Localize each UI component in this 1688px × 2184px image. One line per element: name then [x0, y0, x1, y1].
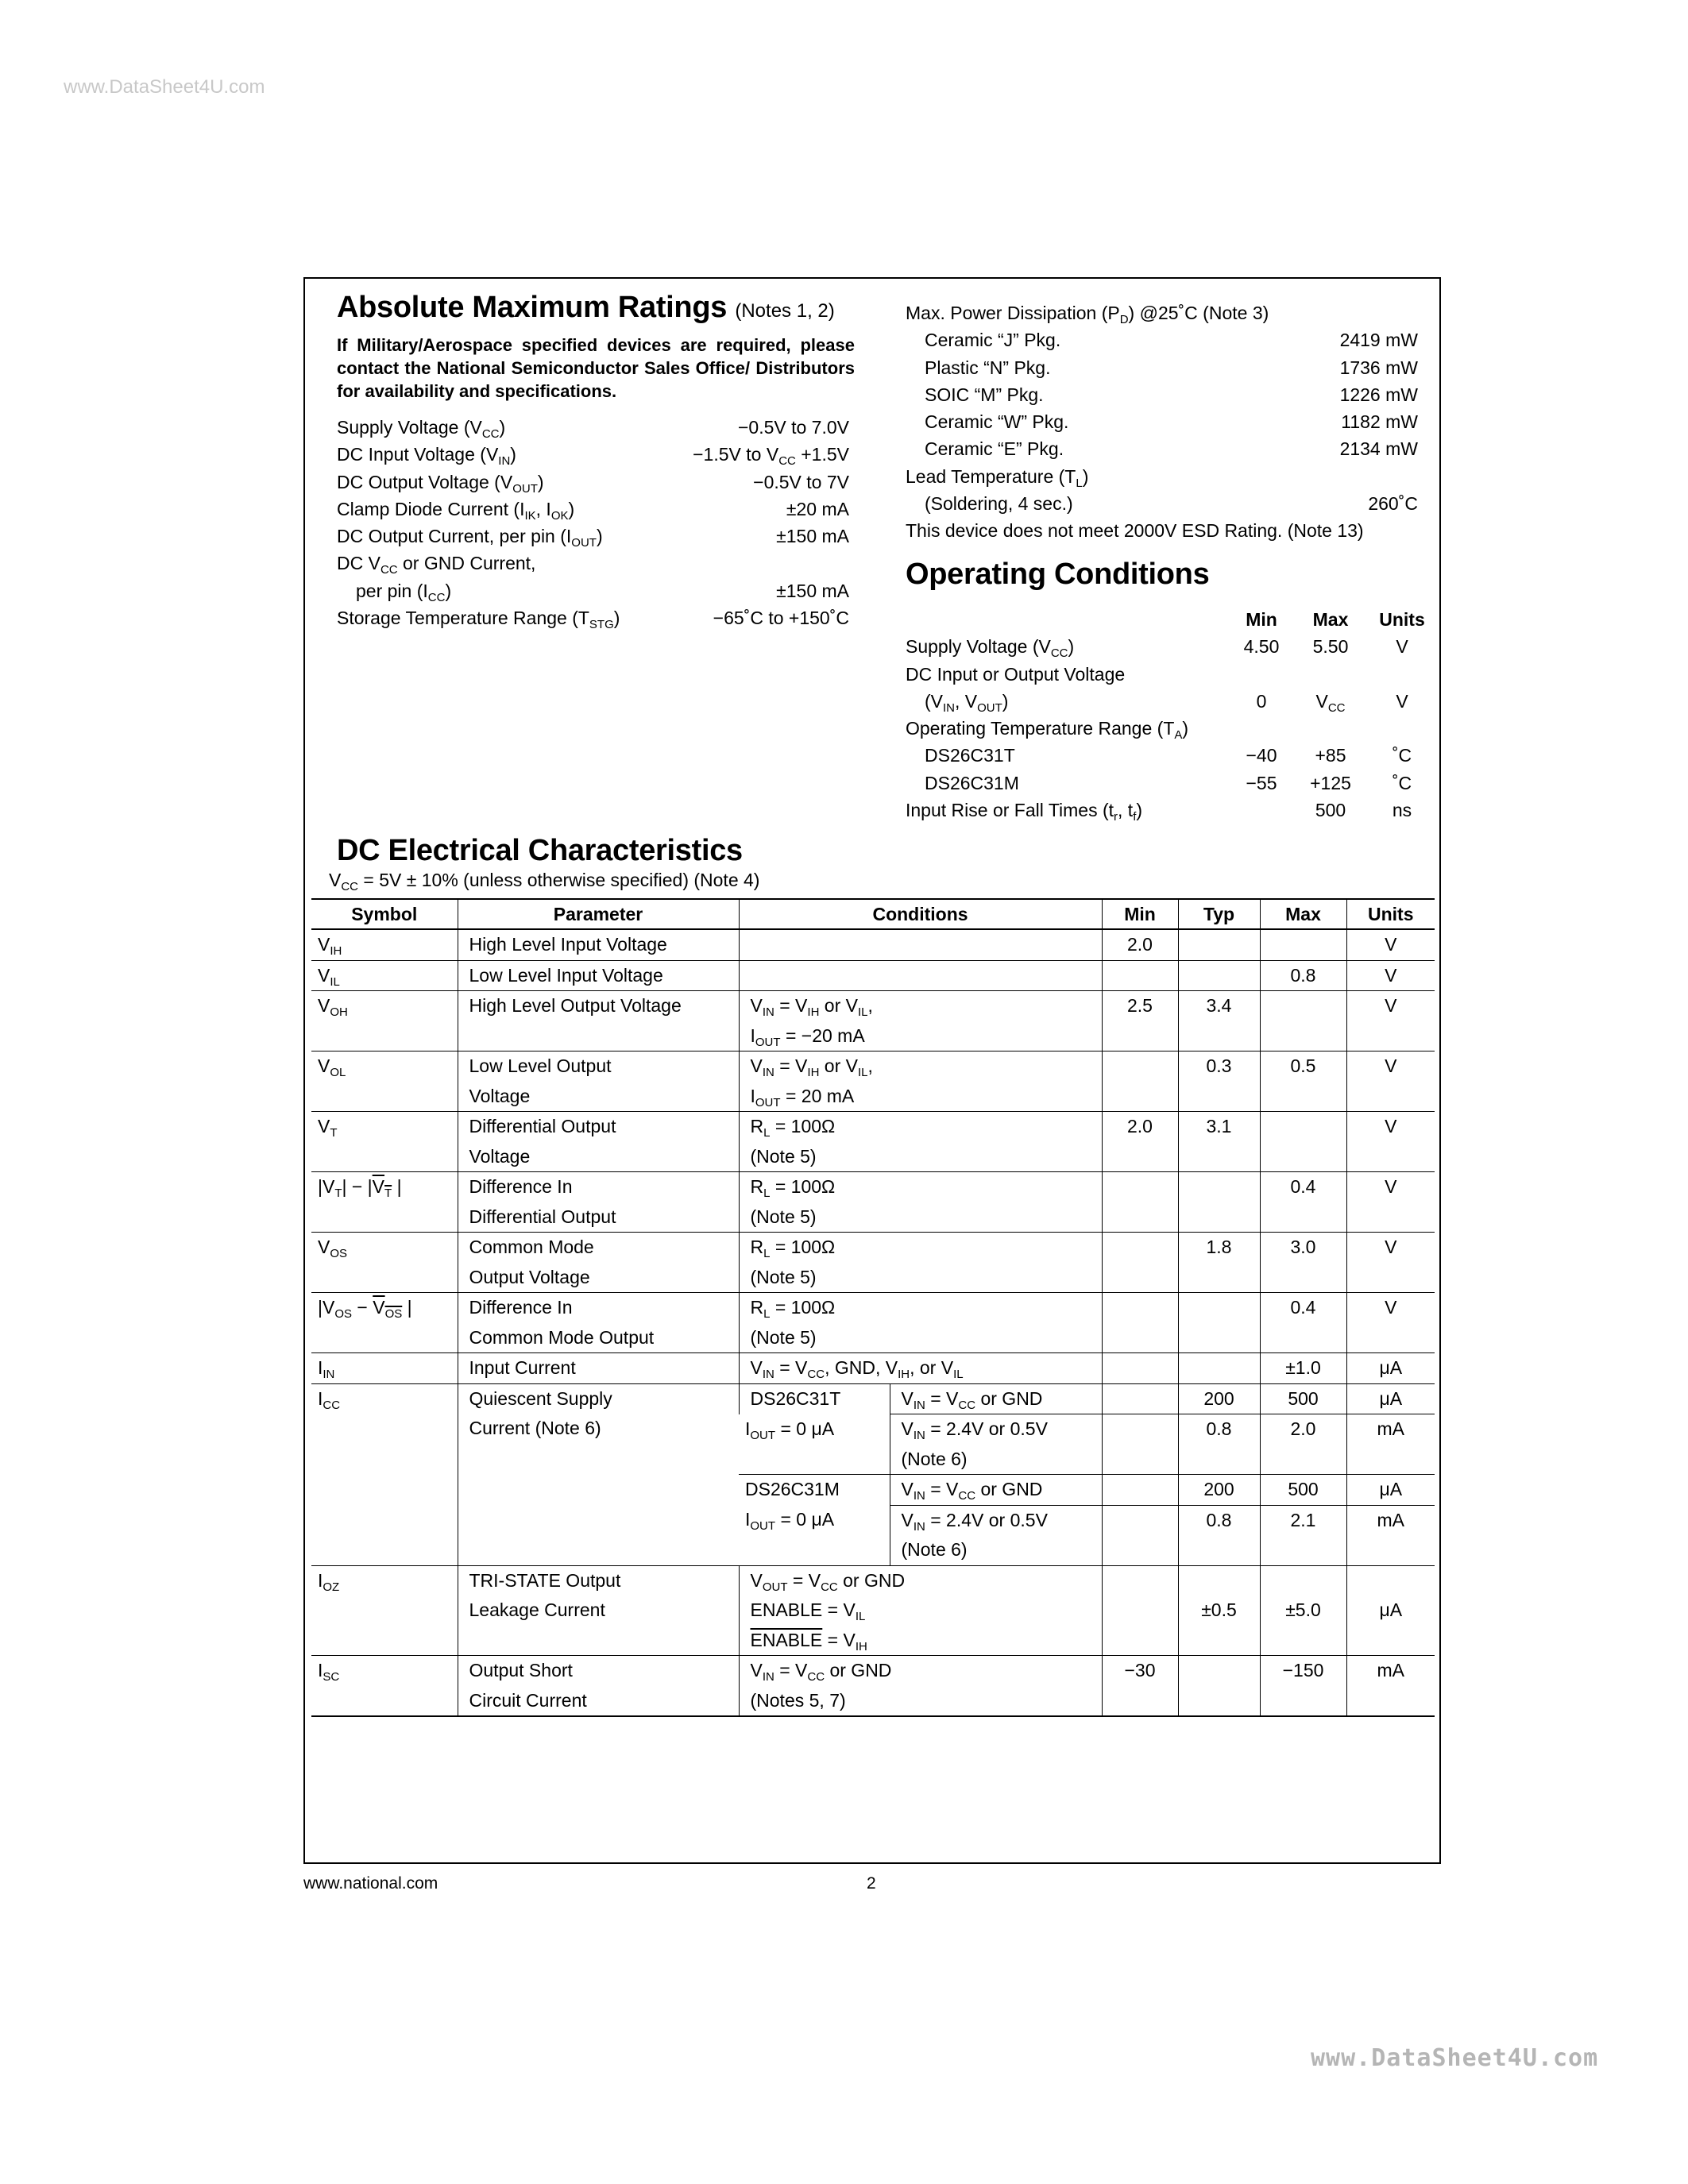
oc-min-header: Min	[1246, 609, 1277, 630]
oc-dc-io-line2: ($V_{IN}$, $V_{OUT}$) 0 $V_{CC}$ V	[925, 690, 1408, 715]
dc-title: DC Electrical Characteristics	[337, 834, 743, 867]
oc-header	[906, 606, 1430, 633]
amr-per-pin: per pin $(I_{CC})$ ±150 mA	[356, 580, 849, 604]
amr-dc-output-voltage: DC Output Voltage $(V_{OUT})$ −0.5V to 7V	[337, 471, 849, 496]
table-row: $V_{IH}$ High Level Input Voltage 2.0 V	[311, 929, 1435, 960]
power-list	[906, 299, 1418, 545]
pkg-row: Ceramic “J” Pkg. 2419 mW	[925, 330, 1418, 351]
table-row: $V_{OL}$ Low Level Output Voltage $V_{IN} = V_{IH}$ or $V_{IL}$, $I_{OUT} = 20$ mA 0.3 0.5 V	[311, 1051, 1435, 1112]
col-min: Min	[1102, 899, 1178, 929]
amr-dc-output-current: DC Output Current, per pin $(I_{OUT})$ ±150 mA	[337, 526, 849, 550]
watermark-top[interactable]: www.DataSheet4U.com	[64, 76, 265, 98]
oc-temp: Operating Temperature Range $(T_A)$	[906, 718, 1189, 743]
table-row: $V_{IL}$ Low Level Input Voltage 0.8 V	[311, 960, 1435, 991]
oc-rise-fall: Input Rise or Fall Times ($t_r$, $t_f$) 500 ns	[906, 800, 1412, 824]
oc-units-header: Units	[1379, 609, 1425, 630]
amr-dc-vcc-gnd: DC $V_{CC}$ or GND Current,	[337, 553, 536, 577]
table-row: $I_{SC}$ Output Short Circuit Current $V_{IN} = V_{CC}$ or GND (Notes 5, 7) −30 −150 mA	[311, 1656, 1435, 1717]
col-max: Max	[1260, 899, 1346, 929]
power-header: Max. Power Dissipation $(P_D)$ @25˚C (Note 3)	[906, 303, 1269, 326]
table-row: $V_{OH}$ High Level Output Voltage $V_{IN} = V_{IH}$ or $V_{IL}$, $I_{OUT} = -20$ mA 2.5 3.4 V	[311, 991, 1435, 1051]
soldering: (Soldering, 4 sec.) 260˚C	[925, 493, 1418, 515]
watermark-bottom[interactable]: www.DataSheet4U.com	[1311, 2044, 1599, 2072]
amr-dc-input-voltage: DC Input Voltage $(V_{IN})$ −1.5V to $V_{CC} +1.5V$	[337, 444, 849, 469]
amr-storage-temp: Storage Temperature Range $(T_{STG})$ −65˚C to +150˚C	[337, 608, 849, 632]
amr-title: Absolute Maximum Ratings (Notes 1, 2)	[337, 291, 835, 324]
table-row: $I_{OUT} = 0$ μA $V_{IN} = 2.4V$ or 0.5V (Note 6) 0.8 2.1 mA	[311, 1505, 1435, 1565]
col-symbol: Symbol	[311, 899, 458, 929]
col-conditions: Conditions	[739, 899, 1102, 929]
footer-url[interactable]: www.national.com	[303, 1874, 438, 1893]
table-row: $V_{OS}$ Common Mode Output Voltage $R_L = 100\Omega$ (Note 5) 1.8 3.0 V	[311, 1233, 1435, 1293]
table-row: $I_{CC}$ Quiescent Supply Current (Note 6) DS26C31T $V_{IN} = V_{CC}$ or GND 200 500 μA	[311, 1383, 1435, 1414]
oc-t-part: DS26C31T −40 +85 ˚C	[925, 745, 1412, 766]
amr-clamp-diode: Clamp Diode Current ($I_{IK}$, $I_{OK}$) ±20 mA	[337, 498, 849, 523]
pkg-row: Ceramic “E” Pkg. 2134 mW	[925, 438, 1418, 460]
esd-note: This device does not meet 2000V ESD Rating. (Note 13)	[906, 520, 1364, 542]
amr-list	[337, 414, 849, 631]
oc-title: Operating Conditions	[906, 558, 1210, 591]
dc-header-row	[311, 899, 1435, 929]
col-typ: Typ	[1178, 899, 1260, 929]
pkg-row: SOIC “M” Pkg. 1226 mW	[925, 384, 1418, 405]
table-row: $|V_{OS} - V_{OS}$ | Difference In Common Mode Output $R_L = 100\Omega$ (Note 5) 0.4 V	[311, 1293, 1435, 1353]
col-parameter: Parameter	[458, 899, 739, 929]
page-number: 2	[867, 1874, 876, 1893]
pkg-row: Plastic “N” Pkg. 1736 mW	[925, 357, 1418, 378]
table-row: $I_{IN}$ Input Current $V_{IN} = V_{CC}$, GND, $V_{IH}$, or $V_{IL}$ ±1.0 μA	[311, 1353, 1435, 1384]
pkg-row: Ceramic “W” Pkg. 1182 mW	[925, 411, 1418, 433]
table-row: $V_T$ Differential Output Voltage $R_L = 100\Omega$ (Note 5) 2.0 3.1 V	[311, 1112, 1435, 1172]
oc-list	[906, 606, 1430, 824]
table-row: $|V_T| - |V_T$ | Difference In Differential Output $R_L = 100\Omega$ (Note 5) 0.4 V	[311, 1172, 1435, 1233]
dc-subtitle: $V_{CC} = 5V \pm 10\%$ (unless otherwise specified) (Note 4)	[329, 870, 760, 893]
col-units: Units	[1346, 899, 1435, 929]
oc-max-header: Max	[1312, 609, 1349, 630]
table-row: DS26C31M $V_{IN} = V_{CC}$ or GND 200 500 μA	[311, 1475, 1435, 1506]
table-row: $I_{OZ}$ TRI-STATE Output Leakage Current $V_{OUT} = V_{CC}$ or GND ENABLE = $V_{IL}$ ENABLE = $V_{IH}$ ±0.5 ±5.0 μA	[311, 1565, 1435, 1656]
table-row: $I_{OUT} = 0$ μA $V_{IN} = 2.4V$ or 0.5V (Note 6) 0.8 2.0 mA	[311, 1414, 1435, 1475]
dc-table	[311, 898, 1435, 1717]
oc-dc-io: DC Input or Output Voltage	[906, 663, 1126, 685]
lead-temp: Lead Temperature $(T_L)$	[906, 465, 1089, 490]
oc-m-part: DS26C31M −55 +125 ˚C	[925, 772, 1412, 793]
oc-supply: Supply Voltage $(V_{CC})$ 4.50 5.50 V	[906, 636, 1408, 661]
military-note: If Military/Aerospace specified devices are required, please contact the National Semiconductor Sales Office/ Distributors for availability and specifications.	[337, 335, 855, 401]
amr-supply-voltage: Supply Voltage $(V_{CC})$ −0.5V to 7.0V	[337, 417, 849, 441]
